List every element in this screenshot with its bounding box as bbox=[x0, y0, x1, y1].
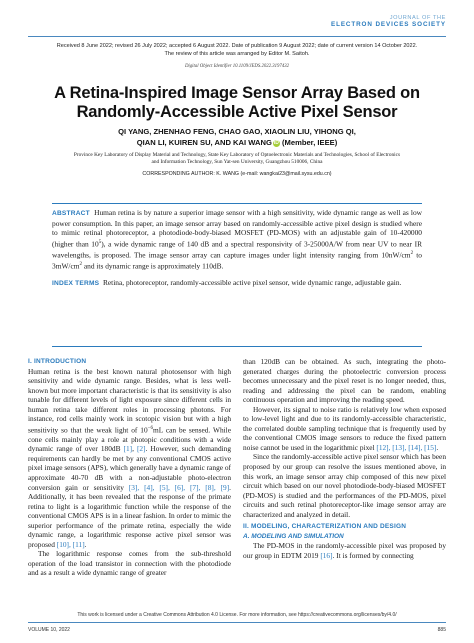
abstract-sup-2: 2 bbox=[410, 250, 414, 256]
right-column bbox=[243, 357, 446, 560]
citation-link[interactable]: [3], [4], [5], [6], [7], [8], [9] bbox=[128, 482, 230, 492]
journal-name bbox=[331, 16, 446, 28]
journal-line-2: ELECTRON DEVICES SOCIETY bbox=[330, 20, 446, 28]
right-paragraph-2 bbox=[243, 405, 446, 453]
index-terms bbox=[52, 278, 422, 289]
publication-history bbox=[30, 42, 444, 58]
subsection-heading-modeling: A. MODELING AND SIMULATION bbox=[243, 532, 344, 540]
abstract-top-rule bbox=[52, 203, 422, 204]
orcid-icon[interactable]: iD bbox=[273, 140, 279, 146]
citation-link[interactable]: [16] bbox=[320, 550, 333, 560]
title-line-1: A Retina-Inspired Image Sensor Array Based on bbox=[54, 84, 420, 102]
abstract-text: Human retina is by nature a superior image sensor with a high sensitivity, wide dynamic range as well as low power consumption. In this paper, an image sensor array based on randomly-accessible active pixel design is studied where to mimic retinal photoreceptor, a photodiode-body-biased MOSFET (PD-MOS) with an adjustable gain of 10-420000 (higher than 10 bbox=[52, 208, 423, 249]
intro-text-5: . Additionally, it has been revealed that the response of the primate retina to light is a logarithmic function while the response of the conventional CMOS APS is in a linear fashion. In order to mimic the superior performance of the primate retina, especially the wide dynamic range, a logarithmic response active pixel sensor was proposed bbox=[28, 482, 231, 549]
review-line: The review of this article was arranged by Editor M. Saitoh. bbox=[164, 51, 310, 57]
section-heading-introduction: I. INTRODUCTION bbox=[28, 358, 87, 365]
received-line: Received 8 June 2022; revised 26 July 2022; accepted 6 August 2022. Date of publication 9 August 2022; date of current version 14 October 2022. bbox=[56, 43, 418, 49]
abstract-sup-3: 2 bbox=[79, 261, 83, 267]
right-paragraph-4 bbox=[243, 541, 446, 560]
affiliation bbox=[48, 152, 426, 166]
title-line-2: Randomly-Accessible Active Pixel Sensor bbox=[76, 103, 398, 121]
intro-text-3: , bbox=[132, 444, 137, 454]
member-label: (Member, IEEE) bbox=[279, 138, 338, 147]
authors-line-1: QI YANG, ZHENHAO FENG, CHAO GAO, XIAOLIN LIU, YIHONG QI, bbox=[118, 127, 356, 136]
paper-title bbox=[20, 84, 454, 122]
intro-paragraph-1 bbox=[28, 367, 231, 550]
intro-text-2: mL can be sensed. While cone cells mainly play a role at photopic conditions with a wide dynamic range of over 180dB bbox=[28, 425, 231, 454]
section-heading-modeling: II. MODELING, CHARACTERIZATION AND DESIGN bbox=[243, 523, 407, 531]
citation-link[interactable]: [10], [11] bbox=[56, 539, 85, 549]
abstract-bottom-rule bbox=[52, 346, 422, 347]
citation-link[interactable]: [1] bbox=[123, 444, 133, 454]
authors-line-2-names: QIAN LI, KUIREN SU, AND KAI WANG bbox=[136, 138, 272, 147]
left-column bbox=[28, 357, 231, 578]
affiliation-line-2: and Information Technology, Sun Yat-sen University, Guangzhou 510006, China bbox=[151, 159, 323, 165]
header-rule bbox=[28, 36, 446, 37]
abstract-text-2: ), a wide dynamic range of 140 dB and a spectral responsivity of 3-25000A/W from near UV to near IR wavelengths, is proposed. The image sensor array can capture images under light intensity ranging from 10nW/cm bbox=[52, 239, 423, 260]
doi-line: Digital Object Identifier 10.1109/JEDS.2022.3197432 bbox=[184, 64, 290, 69]
abstract-label: ABSTRACT bbox=[52, 210, 90, 217]
abstract-text-4: and its dynamic range is approximately 110dB. bbox=[82, 261, 224, 271]
right-text-4a: The PD-MOS in the randomly-accessible pixel was proposed by our group in EDTM 2019 bbox=[243, 541, 446, 560]
citation-link[interactable]: [2] bbox=[136, 444, 146, 454]
affiliation-line-1: Province Key Laboratory of Display Material and Technology, State Key Laboratory of Optoelectronic Materials and Technologies, School of Electronics bbox=[73, 152, 401, 158]
abstract-paragraph bbox=[52, 208, 422, 271]
intro-text-4: . However, such demanding requirements can hardly be met by any conventional CMOS active pixel image sensors (APS), which generally have a dynamic range of approximate 40-70 dB with a non-adjustable photo-electron conversion gain or sensitivity bbox=[28, 444, 232, 492]
citation-link[interactable]: [12], [13], [14], [15] bbox=[376, 442, 437, 452]
index-terms-label: INDEX TERMS bbox=[52, 279, 100, 287]
license-line: This work is licensed under a Creative Commons Attribution 4.0 License. For more information, see https://creativecommons.org/licenses/by/4.0/ bbox=[77, 612, 397, 618]
journal-line-1: JOURNAL OF THE bbox=[389, 15, 446, 21]
right-text-2a: However, its signal to noise ratio is relatively low when exposed to low-level light and due to its randomly-accessible characteristic, the correlated double sampling technique that is frequently used by the conventional CMOS image sensors to reduce the fixed pattern noise cannot be used in the logarithmic pixel bbox=[243, 404, 446, 452]
authors-line-2 bbox=[30, 137, 444, 148]
right-paragraph-1: than 120dB can be obtained. As such, integrating the photo-generated charges during the photoelectric conversion process becomes unnecessary and the pixel reset is no longer needed, thus, reading and addressing the pixel can be random, enabling continuous operation and improving the reading speed. bbox=[243, 357, 446, 405]
right-paragraph-3: Since the randomly-accessible active pixel sensor which has been proposed by our group can resolve the issues mentioned above, in this work, an image sensor array chip composed of this new pixel circuit which based on our novel photodiode-body-biased MOSFET (PD-MOS) is studied and the performances of the PD-MOS, pixel circuits and such retinal photoreceptor-like image sensor array are characterized and analyzed in detail. bbox=[243, 452, 446, 519]
author-list bbox=[30, 126, 444, 148]
page-number: 885 bbox=[437, 627, 446, 633]
index-terms-text: Retina, photoreceptor, randomly-accessible active pixel sensor, wide dynamic range, adjustable gain. bbox=[102, 277, 402, 287]
footer-rule bbox=[28, 622, 446, 623]
right-text-4b: . It is formed by connecting bbox=[332, 550, 414, 560]
intro-paragraph-2: The logarithmic response comes from the sub-threshold operation of the load transistor in connection with the photodiode and as a result a wide dynamic range of greater bbox=[28, 549, 231, 578]
abstract-text-3: to 3mW/cm bbox=[52, 250, 422, 271]
abstract-block bbox=[52, 208, 422, 289]
abstract-sup: 5 bbox=[98, 239, 102, 245]
right-text-2b: . bbox=[436, 442, 439, 452]
volume-label: VOLUME 10, 2022 bbox=[28, 627, 70, 633]
corresponding-author: CORRESPONDING AUTHOR: K. WANG (e-mail: wangkai23@mail.sysu.edu.cn) bbox=[142, 171, 332, 177]
intro-sup: −6 bbox=[147, 425, 153, 431]
intro-text-6: . bbox=[84, 539, 87, 549]
intro-text-1: Human retina is the best known natural photosensor with high sensitivity and wide dynamic range. Besides, what is less well-known but more important characteristic is that its sensitivity is also tunable for different levels of light exposure since different cells in human retina take different roles in processing photons. For instance, rod cells mainly work in scotopic vision but with a high sensitivity so that the weak light of 10 bbox=[28, 366, 231, 435]
